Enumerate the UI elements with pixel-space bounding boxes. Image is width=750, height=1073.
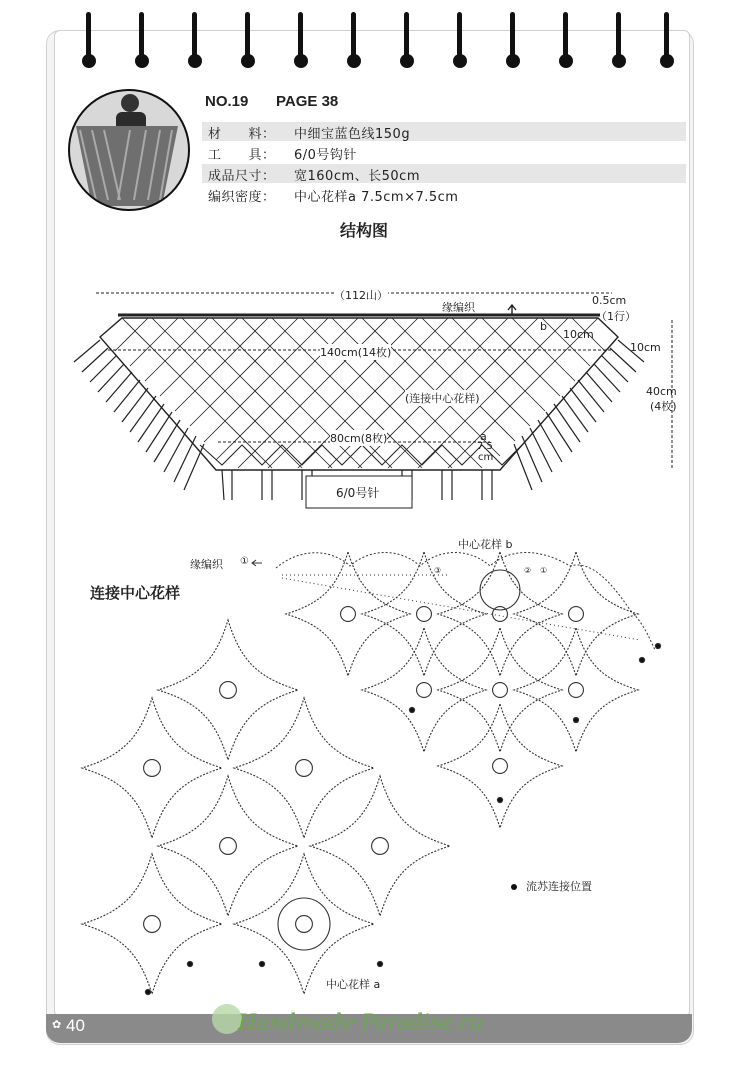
- motif-star: [82, 698, 222, 838]
- row-mark: ③: [434, 566, 442, 575]
- edge-row-count: （1行）: [596, 310, 636, 323]
- chart-title: 连接中心花样: [90, 584, 181, 602]
- motif-center: [296, 916, 313, 933]
- motif-a-size: 7.5: [477, 441, 493, 452]
- height-40-count: (4枚): [650, 400, 677, 413]
- fringe-legend: 流苏连接位置: [526, 880, 592, 893]
- info-key: 工 具：: [208, 148, 276, 163]
- motif-star: [158, 620, 298, 760]
- motif-center: [417, 607, 432, 622]
- structure-title: 结构图: [340, 221, 389, 240]
- motif-center: [569, 683, 584, 698]
- motif-center: [493, 683, 508, 698]
- motif-star: [310, 776, 450, 916]
- info-key: 成品尺寸：: [208, 169, 276, 184]
- fringe-dot: [187, 961, 192, 966]
- motif-a-label: 中心花样 a: [326, 978, 381, 991]
- pattern-number: NO.19: [205, 93, 249, 110]
- info-value: 中细宝蓝色线150g: [294, 127, 411, 142]
- chart-edging-row: ①: [240, 556, 249, 567]
- page-number: 40: [66, 1016, 85, 1035]
- motif-star: [362, 552, 486, 676]
- fringe-dot: [497, 797, 502, 802]
- motif-center: [372, 838, 389, 855]
- motif-center: [220, 838, 237, 855]
- info-key: 编织密度：: [208, 190, 276, 205]
- page-reference: PAGE 38: [276, 93, 339, 110]
- fringe-dot: [377, 961, 382, 966]
- info-value: 宽160cm、长50cm: [294, 169, 420, 184]
- fringe-dot: [145, 989, 150, 994]
- width-140-label: 140cm(14枚): [320, 346, 392, 359]
- fringe-dot: [409, 707, 414, 712]
- row-mark: ②: [524, 566, 532, 575]
- motif-center: [296, 760, 313, 777]
- motif-b-mark: b: [540, 320, 547, 333]
- edging-row: [282, 575, 640, 640]
- motif-center: [569, 607, 584, 622]
- motif-star: [286, 552, 410, 676]
- side-10-label: 10cm: [630, 341, 661, 354]
- side-10-label: 10cm: [563, 328, 594, 341]
- motif-b-label: 中心花样 b: [458, 538, 513, 551]
- fringe-dot: [259, 961, 264, 966]
- motif-a-unit: cm: [478, 452, 494, 463]
- height-40-label: 40cm: [646, 385, 677, 398]
- motif-center: [144, 916, 161, 933]
- motif-center: [220, 682, 237, 699]
- watermark: Handmade-Paradise.ru: [238, 1010, 484, 1034]
- connect-note: (连接中心花样): [405, 392, 480, 405]
- fringe-dot: [639, 657, 644, 662]
- flower-icon: ✿: [52, 1018, 62, 1031]
- motif-star: [514, 552, 638, 676]
- chart-edging-label: 缘编织: [190, 558, 223, 571]
- row-mark: ①: [540, 566, 548, 575]
- edge-row-label: 0.5cm: [592, 294, 627, 307]
- hook-label: 6/0号针: [336, 486, 380, 500]
- edging-label: 缘编织: [442, 301, 475, 314]
- motif-star: [158, 776, 298, 916]
- info-key: 材 料：: [208, 127, 276, 142]
- motif-star: [438, 704, 562, 828]
- motif-b-detail: [480, 570, 520, 610]
- motif-star: [234, 698, 374, 838]
- info-value: 6/0号钩针: [294, 148, 357, 163]
- motif-center: [417, 683, 432, 698]
- motif-star: [362, 628, 486, 752]
- width-80-label: 80cm(8枚): [330, 432, 388, 445]
- motif-star: [234, 854, 374, 994]
- motif-center: [144, 760, 161, 777]
- motif-star: [82, 854, 222, 994]
- motif-a-mark: a: [480, 430, 487, 443]
- fringe-dot: [573, 717, 578, 722]
- motif-star: [438, 628, 562, 752]
- motif-star: [514, 628, 638, 752]
- info-value: 中心花样a 7.5cm×7.5cm: [294, 190, 459, 205]
- motif-a-detail: [278, 898, 330, 950]
- fringe-dot: [655, 643, 660, 648]
- motif-center: [341, 607, 356, 622]
- top-span-label: （112山）: [334, 289, 388, 302]
- motif-center: [493, 759, 508, 774]
- fringe-dot-icon: [511, 884, 517, 890]
